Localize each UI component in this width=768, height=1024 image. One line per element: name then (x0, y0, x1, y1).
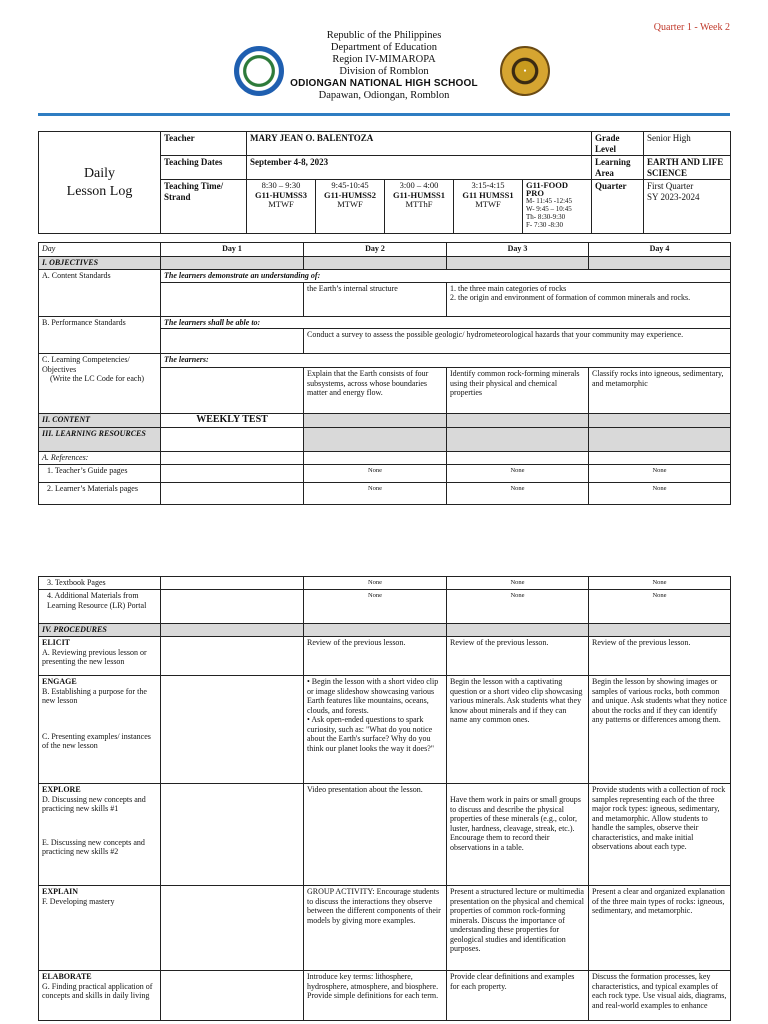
engage-description: B. Establishing a purpose for the new lesson (42, 686, 147, 705)
content-standards-intro: The learners demonstrate an understanding of: (161, 270, 731, 283)
slot-time: 9:45-10:45 (331, 180, 369, 190)
quarter-value (644, 180, 731, 234)
explain-heading: EXPLAIN (42, 887, 79, 896)
teacher-label: Teacher (161, 132, 247, 156)
school-address: Dapawan, Odiongan, Romblon (318, 90, 450, 101)
teaching-dates-value: September 4-8, 2023 (247, 156, 592, 180)
slot-days: MTWF (268, 199, 294, 209)
elaborate-day4: Discuss the formation processes, key characteristics, and typical examples of each rock type. Use visual aids, diagrams, and real-world examples to enhance (589, 971, 731, 1021)
food-time: W- 9:45 – 10:45 (526, 205, 572, 213)
teachers-guide-label: 1. Teacher’s Guide pages (39, 464, 161, 482)
elaborate-label (39, 971, 161, 1021)
grade-level-value: Senior High (644, 132, 731, 156)
references-label: A. References: (39, 452, 161, 465)
none-value: None (589, 577, 731, 590)
content-standard-day3-4 (447, 282, 731, 316)
lesson-procedures-table (38, 576, 731, 1021)
elicit-day3: Review of the previous lesson. (447, 637, 589, 676)
section-objectives: I. OBJECTIVES (39, 257, 161, 270)
food-time: M- 11:45 -12:45 (526, 197, 573, 205)
slot-strand: G11-HUMSS2 (324, 189, 376, 200)
elicit-day2: Review of the previous lesson. (304, 637, 447, 676)
none-value: None (589, 590, 731, 624)
engage-bullet: • Ask open-ended questions to spark curiosity, such as: "What do you notice about the Earth's surface? Why do you think our planet looks the way it does?" (307, 715, 435, 753)
competency-day3: Identify common rock-forming minerals using their physical and chemical properties (447, 368, 589, 414)
explain-day3: Present a structured lecture or multimedia presentation on the physical and chemical properties of common rock-forming minerals. Discuss the importance of understanding these properties for geological studies and identification purposes. (447, 886, 589, 971)
elaborate-day2: Introduce key terms: lithosphere, hydrosphere, atmosphere, and biosphere. Provide simple definitions for each term. (304, 971, 447, 1021)
competency-day2: Explain that the Earth consists of four subsystems, across whose boundaries matter and energy flow. (304, 368, 447, 414)
none-value: None (304, 464, 447, 482)
slot-time: 8:30 – 9:30 (261, 180, 301, 190)
explore-description: D. Discussing new concepts and practicing new skills #1 (42, 794, 146, 813)
none-value: None (447, 482, 589, 504)
section-content: II. CONTENT (39, 414, 161, 428)
content-standard-item: 2. the origin and environment of formation of common minerals and rocks. (450, 293, 691, 302)
day-header: Day 3 (447, 243, 589, 257)
header-line: Region IV-MIMAROPA (332, 54, 436, 65)
elaborate-description: G. Finding practical application of concepts and skills in daily living (42, 981, 153, 1000)
day-header: Day 2 (304, 243, 447, 257)
competency-day4: Classify rocks into igneous, sedimentary, and metamorphic (589, 368, 731, 414)
slot-strand: G11-HUMSS1 (393, 189, 445, 200)
explain-label (39, 886, 161, 971)
section-procedures: IV. PROCEDURES (39, 624, 161, 637)
lc-label-line: (Write the LC Code for each) (50, 374, 145, 383)
slot-days: MTWF (337, 199, 363, 209)
engage-label (39, 676, 161, 784)
header-divider (38, 113, 730, 116)
elicit-day4: Review of the previous lesson. (589, 637, 731, 676)
grade-level-label: Grade Level (592, 132, 644, 156)
header-line: Department of Education (330, 42, 438, 53)
explain-day2: GROUP ACTIVITY: Encourage students to discuss the interactions they observe between the different components of their models by giving more examples. (304, 886, 447, 971)
dll-title-line1: Daily (83, 165, 116, 181)
content-standard-day2: the Earth’s internal structure (304, 282, 447, 316)
day-header-label: Day (39, 243, 161, 257)
day-header: Day 1 (161, 243, 304, 257)
quarter-week-tag: Quarter 1 - Week 2 (653, 22, 730, 33)
engage-description: C. Presenting examples/ instances of the new lesson (42, 731, 151, 750)
lesson-info-table (38, 131, 731, 234)
learning-area-label: Learning Area (592, 156, 644, 180)
time-slot (385, 180, 454, 234)
none-value: None (304, 577, 447, 590)
explore-day3 (447, 784, 589, 886)
lc-label-line: C. Learning Competencies/ Objectives (42, 355, 130, 374)
performance-standard-day2: Conduct a survey to assess the possible geologic/ hydrometeorological hazards that your community may experience. (304, 329, 731, 354)
explore-day2: Video presentation about the lesson. (304, 784, 447, 886)
food-time: Th- 8:30-9:30 (526, 213, 566, 221)
slot-days: MTThF (405, 199, 433, 209)
weekly-test-cell: WEEKLY TEST (161, 414, 304, 428)
slot-time: 3:00 – 4:00 (399, 180, 439, 190)
performance-standards-intro: The learners shall be able to: (161, 316, 731, 329)
none-value: None (304, 590, 447, 624)
none-value: None (304, 482, 447, 504)
content-standards-label: A. Content Standards (39, 270, 161, 317)
document-header (0, 30, 768, 102)
lesson-plan-table (38, 242, 731, 505)
explore-label (39, 784, 161, 886)
engage-day2 (304, 676, 447, 784)
elicit-heading: ELICIT (42, 638, 71, 647)
time-slot (247, 180, 316, 234)
none-value: None (447, 464, 589, 482)
division-seal-icon: ● (234, 46, 284, 96)
section-learning-resources: III. LEARNING RESOURCES (39, 428, 161, 452)
slot-time: 3:15-4:15 (471, 180, 505, 190)
food-pro-slot (523, 180, 592, 234)
learning-competencies-intro: The learners: (161, 354, 731, 368)
none-value: None (447, 590, 589, 624)
slot-strand: G11 HUMSS1 (462, 189, 514, 200)
teacher-name: MARY JEAN O. BALENTOZA (247, 132, 592, 156)
school-seal-icon: ● (500, 46, 550, 96)
quarter-label: Quarter (592, 180, 644, 234)
school-year: SY 2023-2024 (647, 191, 700, 202)
slot-days: MTWF (475, 199, 501, 209)
learning-area-value: EARTH AND LIFE SCIENCE (644, 156, 731, 180)
engage-day3: Begin the lesson with a captivating question or a short video clip showcasing various minerals. Ask students what they know about minerals and if they can name any common ones. (447, 676, 589, 784)
elaborate-heading: ELABORATE (42, 972, 92, 981)
engage-bullet: • Begin the lesson with a short video clip or image slideshow showcasing various Earth features like mountains, oceans, clouds, and forests. (307, 677, 439, 715)
learners-materials-label: 2. Learner’s Materials pages (39, 482, 161, 504)
elicit-description: A. Reviewing previous lesson or presenting the new lesson (42, 647, 147, 666)
day-header: Day 4 (589, 243, 731, 257)
dll-title-line2: Lesson Log (66, 183, 133, 199)
school-name: ODIONGAN NATIONAL HIGH SCHOOL (290, 78, 478, 89)
engage-heading: ENGAGE (42, 677, 77, 686)
time-slot (454, 180, 523, 234)
additional-materials-label: 4. Additional Materials from Learning Resource (LR) Portal (39, 590, 161, 624)
performance-standards-label: B. Performance Standards (39, 316, 161, 354)
content-standard-item: 1. the three main categories of rocks (450, 283, 567, 293)
header-line: Republic of the Philippines (326, 30, 442, 41)
elicit-label (39, 637, 161, 676)
explore-day3-text: Have them work in pairs or small groups to discuss and describe the physical properties of these minerals (e.g., color, luster, hardness, cleavage, streak, etc.). Encourage them to record their observations in a table. (450, 795, 581, 852)
explore-day4: Provide students with a collection of rock samples representing each of the three major rock types: igneous, sedimentary, and metamorphic. Allow students to handle the samples, observe their characteristics, and make initial observations about each type. (589, 784, 731, 886)
elaborate-day3: Provide clear definitions and examples for each property. (447, 971, 589, 1021)
food-strand: G11-FOOD PRO (526, 180, 569, 198)
explore-heading: EXPLORE (42, 785, 81, 794)
engage-day4: Begin the lesson by showing images or samples of various rocks, both common and unique. Ask students what they notice about the rocks and if they can identify any patterns or differences among them. (589, 676, 731, 784)
none-value: None (447, 577, 589, 590)
quarter-name: First Quarter (647, 181, 694, 191)
slot-strand: G11-HUMSS3 (255, 189, 307, 200)
time-slot (316, 180, 385, 234)
teaching-dates-label: Teaching Dates (161, 156, 247, 180)
explain-day4: Present a clear and organized explanation of the three main types of rocks: igneous, sedimentary, and metamorphic. (589, 886, 731, 971)
dll-title (39, 132, 161, 234)
teaching-time-label: Teaching Time/ Strand (161, 180, 247, 234)
learning-competencies-label (39, 354, 161, 414)
textbook-pages-label: 3. Textbook Pages (39, 577, 161, 590)
header-line: Division of Romblon (339, 66, 429, 77)
none-value: None (589, 464, 731, 482)
explore-description: E. Discussing new concepts and practicing new skills #2 (42, 837, 145, 856)
food-time: F- 7:30 -8:30 (526, 221, 563, 229)
explain-description: F. Developing mastery (42, 896, 115, 906)
none-value: None (589, 482, 731, 504)
